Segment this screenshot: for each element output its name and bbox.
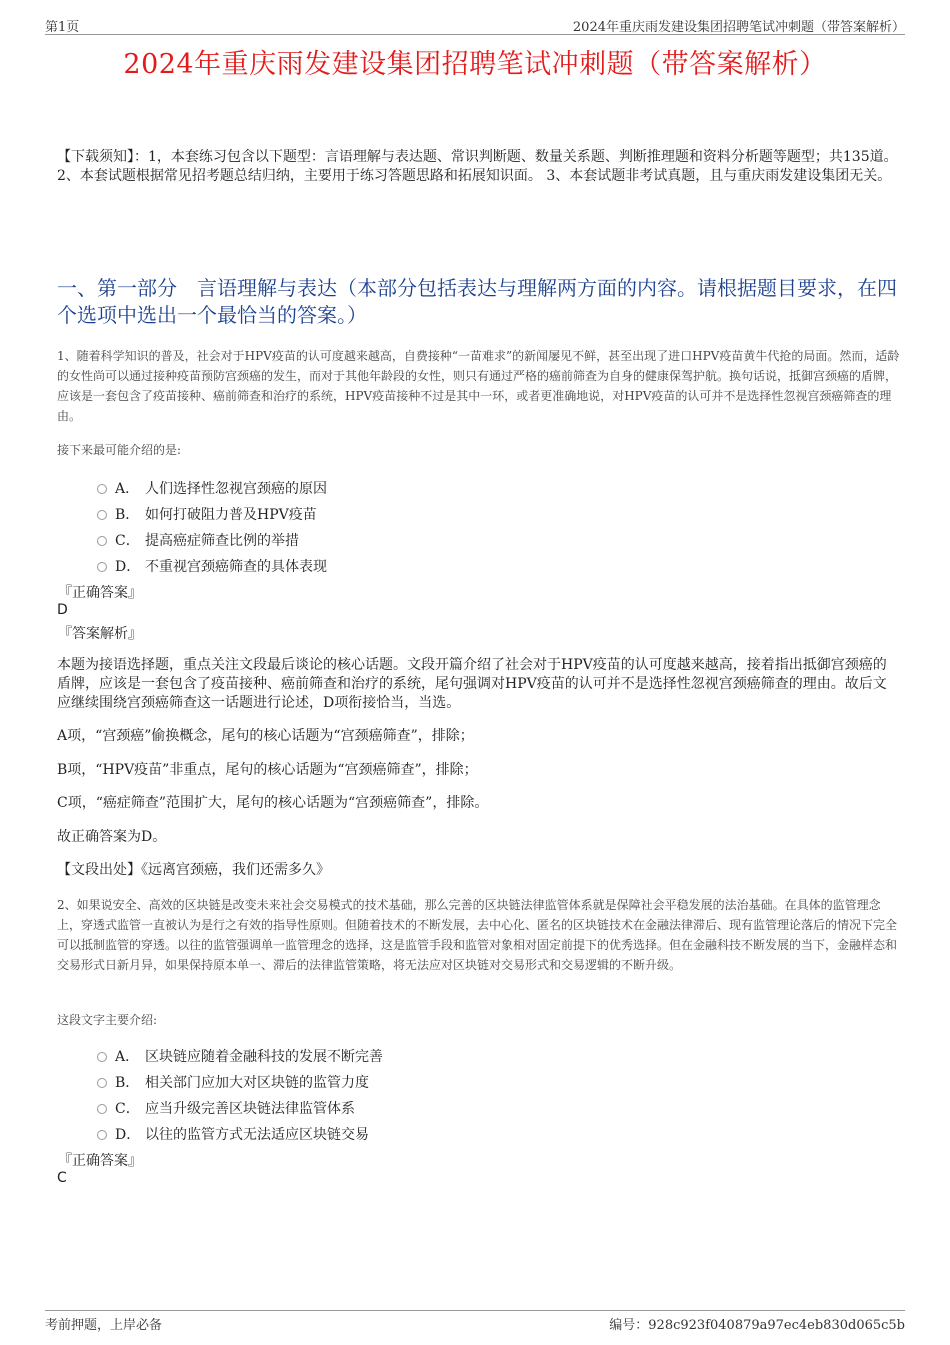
radio-icon[interactable] <box>97 484 107 494</box>
question-2-option-a[interactable]: A． 区块链应随着金融科技的发展不断完善 <box>97 1046 383 1066</box>
radio-icon[interactable] <box>97 536 107 546</box>
radio-icon[interactable] <box>97 1130 107 1140</box>
page-footer <box>45 1310 905 1333</box>
radio-icon[interactable] <box>97 1078 107 1088</box>
radio-icon[interactable] <box>97 562 107 572</box>
question-2-answer: C <box>57 1170 67 1186</box>
page-number: 第1页 <box>45 20 80 35</box>
question-1-explain-b: B项，“HPV疫苗”非重点，尾句的核心话题为“宫颈癌筛查”，排除； <box>57 762 478 778</box>
footer-slogan: 考前押题，上岸必备 <box>45 1318 163 1333</box>
section-heading: 一、第一部分 言语理解与表达（本部分包括表达与理解两方面的内容。请根据题目要求，在四个选项中选出一个最恰当的答案。） <box>57 276 897 327</box>
question-1-prompt: 接下来最可能介绍的是: <box>57 443 182 457</box>
question-1-source: 【文段出处】《远离宫颈癌，我们还需多久》 <box>57 862 330 878</box>
question-2-option-b[interactable]: B． 相关部门应加大对区块链的监管力度 <box>97 1072 369 1092</box>
question-1-analysis: 本题为接语选择题，重点关注文段最后谈论的核心话题。文段开篇介绍了社会对于HPV疫苗的认可度越来越高，接着指出抵御宫颈癌的盾牌，应该是一套包含了疫苗接种、癌前筛查和治疗的系统，尾句强调对HPV疫苗的认可并不是选择性忽视宫颈癌筛查的理由。故后文应继续围绕宫颈癌筛查这一话题进行论述，D项衔接恰当，当选。 <box>57 657 887 711</box>
question-2-prompt: 这段文字主要介绍: <box>57 1013 158 1027</box>
question-2-option-c[interactable]: C． 应当升级完善区块链法律监管体系 <box>97 1098 355 1118</box>
radio-icon[interactable] <box>97 510 107 520</box>
radio-icon[interactable] <box>97 1104 107 1114</box>
question-1-option-a[interactable]: A． 人们选择性忽视宫颈癌的原因 <box>97 478 327 498</box>
question-1-answer-label: 『正确答案』 <box>58 585 142 601</box>
question-1-analysis-label: 『答案解析』 <box>58 626 142 642</box>
document-title: 2024年重庆雨发建设集团招聘笔试冲刺题（带答案解析） <box>123 49 827 80</box>
question-1-explain-a: A项，“宫颈癌”偷换概念，尾句的核心话题为“宫颈癌筛查”，排除； <box>57 728 474 744</box>
question-1-text: 1、随着科学知识的普及，社会对于HPV疫苗的认可度越来越高，自费接种“一苗难求”的新闻屡见不鲜，甚至出现了进口HPV疫苗黄牛代抢的局面。然而，适龄的女性尚可以通过接种疫苗预防宫颈癌的发生，而对于其他年龄段的女性，则只有通过严格的癌前筛查为自身的健康保驾护航。换句话说，抵御宫颈癌的盾牌，应该是一套包含了疫苗接种、癌前筛查和治疗的系统，HPV疫苗接种不过是其中一环，或者更准确地说，对HPV疫苗的认可并不是选择性忽视宫颈癌筛查的理由。 <box>57 349 900 423</box>
download-notice: 【下载须知】：1，本套练习包含以下题型：言语理解与表达题、常识判断题、数量关系题、判断推理题和资料分析题等题型；共135道。 2、本套试题根据常见招考题总结归纳，主要用于练习答题思路和拓展知识面。 3、本套试题非考试真题，且与重庆雨发建设集团无关。 <box>57 149 898 184</box>
question-1-option-b[interactable]: B． 如何打破阻力普及HPV疫苗 <box>97 504 317 524</box>
question-1-conclusion: 故正确答案为D。 <box>57 829 167 845</box>
footer-document-id: 编号：928c923f040879a97ec4eb830d065c5b <box>609 1318 905 1333</box>
question-1-option-c[interactable]: C． 提高癌症筛查比例的举措 <box>97 530 299 550</box>
question-2-text: 2、如果说安全、高效的区块链是改变未来社会交易模式的技术基础，那么完善的区块链法律监管体系就是保障社会平稳发展的法治基础。在具体的监管理念上，穿透式监管一直被认为是行之有效的指导性原则。但随着技术的不断发展，去中心化、匿名的区块链技术在金融法律滞后、现有监管理论落后的情况下完全可以抵制监管的穿透。以往的监管强调单一监管理念的选择，这是监管手段和监管对象相对固定前提下的优秀选择。但在金融科技不断发展的当下，金融样态和交易形式日新月异，如果保持原本单一、滞后的法律监管策略，将无法应对区块链对交易形式和交易逻辑的不断升级。 <box>57 898 898 972</box>
question-1-answer: D <box>57 602 68 618</box>
header-doc-title: 2024年重庆雨发建设集团招聘笔试冲刺题（带答案解析） <box>572 20 905 35</box>
question-1-explain-c: C项，“癌症筛查”范围扩大，尾句的核心话题为“宫颈癌筛查”，排除。 <box>57 795 489 811</box>
radio-icon[interactable] <box>97 1052 107 1062</box>
page-header <box>45 14 905 35</box>
question-2-option-d[interactable]: D． 以往的监管方式无法适应区块链交易 <box>97 1124 369 1144</box>
question-2-answer-label: 『正确答案』 <box>58 1153 142 1169</box>
question-1-option-d[interactable]: D． 不重视宫颈癌筛查的具体表现 <box>97 556 327 576</box>
